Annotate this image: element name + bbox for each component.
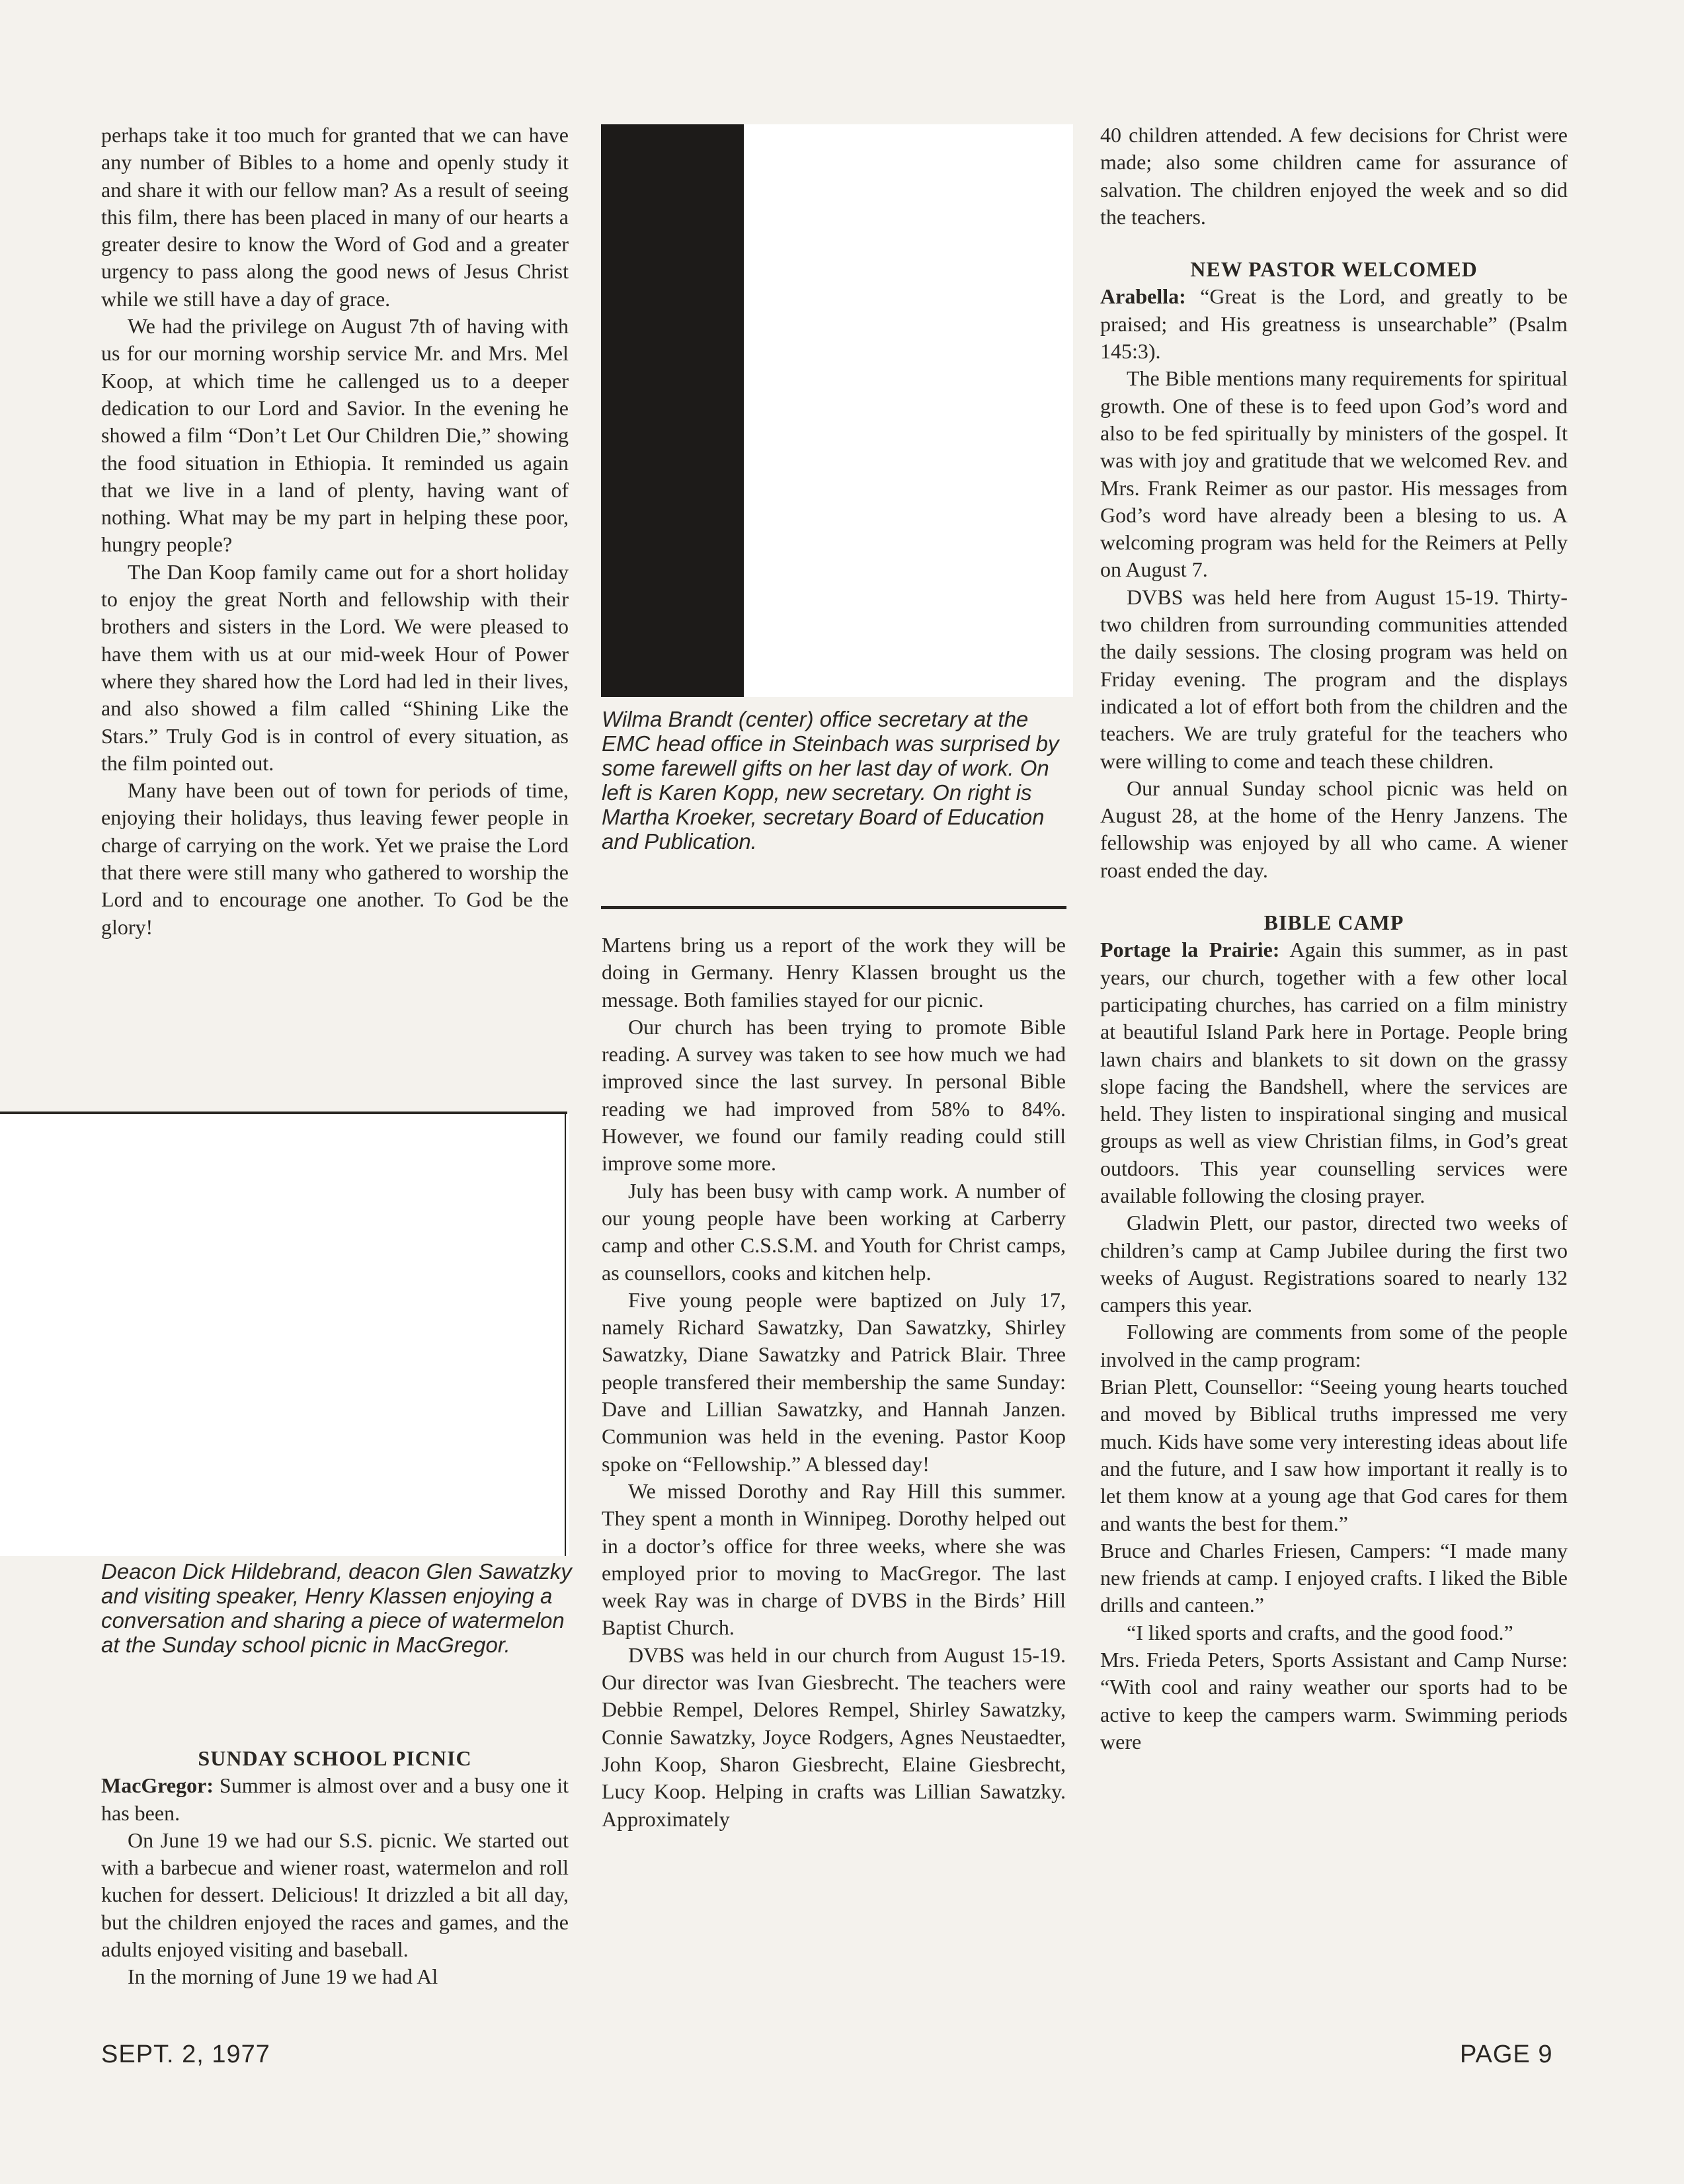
camp-last-paragraph: Mrs. Frieda Peters, Sports Assistant and Camp Nurse: “With cool and rainy weather our sports had to be active to keep the campers warm. Swimming periods were <box>1100 1648 1568 1754</box>
picnic-paragraph: On June 19 we had our S.S. picnic. We started out with a barbecue and wiener roast, watermelon and roll kuchen for dessert. Delicious! It drizzled a bit all day, but the children enjoyed the races and games, and the adults enjoyed visiting and baseball. <box>101 1828 569 1962</box>
col1-paragraph: perhaps take it too much for granted that we can have any number of Bibles to a home and openly study it and share it with our fellow man? As a result of seeing this film, there has been placed in many of our hearts a greater desire to know the Word of God and a greater urgency to pass along the good news of Jesus Christ while we still have a day of grace. <box>101 123 569 311</box>
col1-paragraph: The Dan Koop family came out for a short holiday to enjoy the great North and fellowship with their brothers and sisters in the Lord. We were pleased to have them with us at our mid-week Hour of Power where they shared how the Lord had led in their lives, and also showed a film called “Shining Like the Stars.” Truly God is in control of every situation, as the film pointed out. <box>101 559 569 775</box>
column-1 <box>101 122 569 941</box>
heading-new-pastor: NEW PASTOR WELCOMED <box>1190 257 1478 282</box>
footer-date: SEPT. 2, 1977 <box>101 2041 270 2068</box>
heading-sunday-school-picnic: SUNDAY SCHOOL PICNIC <box>198 1746 472 1770</box>
col2-paragraph: Our church has been trying to promote Bible reading. A survey was taken to see how much we had improved since the last survey. In personal Bible reading we had improved from 58% to 84%. However, we found our family reading could still improve some more. <box>602 1014 1066 1176</box>
col2-paragraph: July has been busy with camp work. A number of our young people have been working at Carberry camp and other C.S.S.M. and Youth for Christ camps, as counsellors, cooks and kitchen help. <box>602 1178 1066 1285</box>
camp-first-text: Again this summer, as in past years, our church, together with a few other local participating churches, has carried on a film ministry at beautiful Island Park here in Portage. People bring lawn chairs and blankets to sit down on the grassy slope facing the Bandshell, where the services are held. They listen to inspirational singing and musical groups as well as view Christian films, in God’s great outdoors. This year counselling services were available following the closing prayer. <box>1100 938 1568 1207</box>
column-2 <box>602 932 1066 1833</box>
col2-paragraph: Five young people were baptized on July 17, namely Richard Sawatzky, Dan Sawatzky, Shirley Sawatzky, Diane Sawatzky and Patrick Blair. Three people transfered their membership the same Sunday: Dave and Lillian Sawatzky, and Hannah Janzen. Communion was held in the evening. Pastor Koop spoke on “Fellowship.” A blessed day! <box>602 1287 1066 1476</box>
pastor-first-text: “Great is the Lord, and greatly to be praised; and His greatness is unsearchable” (Psalm 145:3). <box>1100 284 1568 364</box>
col3-intro: 40 children attended. A few decisions for Christ were made; also some children came for assurance of salvation. The children enjoyed the week and so did the teachers. <box>1100 123 1568 229</box>
col2-paragraph: Martens bring us a report of the work they will be doing in Germany. Henry Klassen brought us the message. Both families stayed for our picnic. <box>602 933 1066 1012</box>
camp-paragraph: Following are comments from some of the people involved in the camp program: <box>1100 1320 1568 1371</box>
col2-paragraph: DVBS was held in our church from August 15-19. Our director was Ivan Giesbrecht. The teachers were Debbie Rempel, Delores Rempel, Shirley Sawatzky, Connie Sawatzky, Joyce Rodgers, Agnes Neustaedter, John Koop, Sharon Giesbrecht, Elaine Giesbrecht, Lucy Koop. Helping in crafts was Lillian Sawatzky. Approximately <box>602 1642 1066 1831</box>
pastor-paragraph: DVBS was held here from August 15-19. Thirty-two children from surrounding communities attended the daily sessions. The closing program was held on Friday evening. The program and the displays indicated a lot of effort both from the children and the teachers. We are truly grateful for the teachers who were willing to come and teach these children. <box>1100 585 1568 773</box>
caption-picnic: Deacon Dick Hildebrand, deacon Glen Sawatzky and visiting speaker, Henry Klassen enjoying a conversation and sharing a piece of watermelon at the Sunday school picnic in MacGregor. <box>101 1559 572 1657</box>
camp-quote-paragraph: “I liked sports and crafts, and the good food.” <box>1127 1620 1513 1644</box>
footer-page-number: PAGE 9 <box>1460 2041 1553 2068</box>
photo-right-rule <box>565 1113 566 1556</box>
col1-paragraph: We had the privilege on August 7th of having with us for our morning worship service Mr. and Mrs. Mel Koop, at which time he callenged us to a deeper dedication to our Lord and Savior. In the evening he showed a film “Don’t Let Our Children Die,” showing the food situation in Ethiopia. It reminded us again that we live in a land of plenty, having want of nothing. What may be my part in helping these poor, hungry people? <box>101 314 569 557</box>
camp-first-paragraph <box>1100 936 1568 1209</box>
picnic-first-text: Summer is almost over and a busy one it has been. <box>101 1773 569 1825</box>
caption-divider <box>601 906 1066 909</box>
caption-office-secretaries: Wilma Brandt (center) office secretary at the EMC head office in Steinbach was surprised by some farewell gifts on her last day of work. On left is Karen Kopp, new secretary. On right is Martha Kroeker, secretary Board of Education and Publication. <box>602 707 1059 854</box>
heading-bible-camp: BIBLE CAMP <box>1263 910 1404 935</box>
photo-picnic-conversation <box>0 1113 569 1556</box>
camp-quote: Brian Plett, Counsellor: “Seeing young hearts touched and moved by Biblical truths impressed me very much. Kids have some very interesting ideas about life and the future, and I saw how important it really is to let them know at a young age that God cares for them and wants the best for them.” <box>1100 1375 1568 1535</box>
pastor-paragraph: Our annual Sunday school picnic was held on August 28, at the home of the Henry Janzens. The fellowship was enjoyed by all who came. A wiener roast ended the day. <box>1100 776 1568 882</box>
place-portage: Portage la Prairie: <box>1100 938 1280 962</box>
photo-office-secretaries <box>601 124 1073 697</box>
place-arabella: Arabella: <box>1100 284 1186 309</box>
pastor-first-paragraph <box>1100 283 1568 365</box>
photo-dark-region <box>601 124 744 697</box>
pastor-paragraph: The Bible mentions many requirements for spiritual growth. One of these is to feed upon God’s word and also to be fed spiritually by ministers of the gospel. It was with joy and gratitude that we welcomed Rev. and Mrs. Frank Reimer as our pastor. His messages from God’s word have already been a blesing to us. A welcoming program was held for the Reimers at Pelly on August 7. <box>1100 366 1568 582</box>
column-3 <box>1100 122 1568 1756</box>
photo-top-rule <box>0 1112 567 1114</box>
picnic-first-paragraph <box>101 1772 569 1827</box>
col1-paragraph: Many have been out of town for periods of time, enjoying their holidays, thus leaving fewer people in charge of carrying on the work. Yet we praise the Lord that there were still many who gathered to worship the Lord and to encourage one another. To God be the glory! <box>101 778 569 939</box>
picnic-paragraph: In the morning of June 19 we had Al <box>128 1964 438 1989</box>
camp-paragraph: Gladwin Plett, our pastor, directed two weeks of children’s camp at Camp Jubilee during the first two weeks of August. Registrations soared to nearly 132 campers this year. <box>1100 1211 1568 1317</box>
col2-paragraph: We missed Dorothy and Ray Hill this summer. They spent a month in Winnipeg. Dorothy helped out in a doctor’s office for three weeks, where she was employed prior to moving to MacGregor. The last week Ray was in charge of DVBS in the Birds’ Hill Baptist Church. <box>602 1478 1066 1640</box>
camp-quote: Bruce and Charles Friesen, Campers: “I made many new friends at camp. I enjoyed crafts. I liked the Bible drills and canteen.” <box>1100 1538 1568 1617</box>
place-macgregor: MacGregor: <box>101 1773 214 1798</box>
section-sunday-school-picnic <box>101 1745 569 1991</box>
